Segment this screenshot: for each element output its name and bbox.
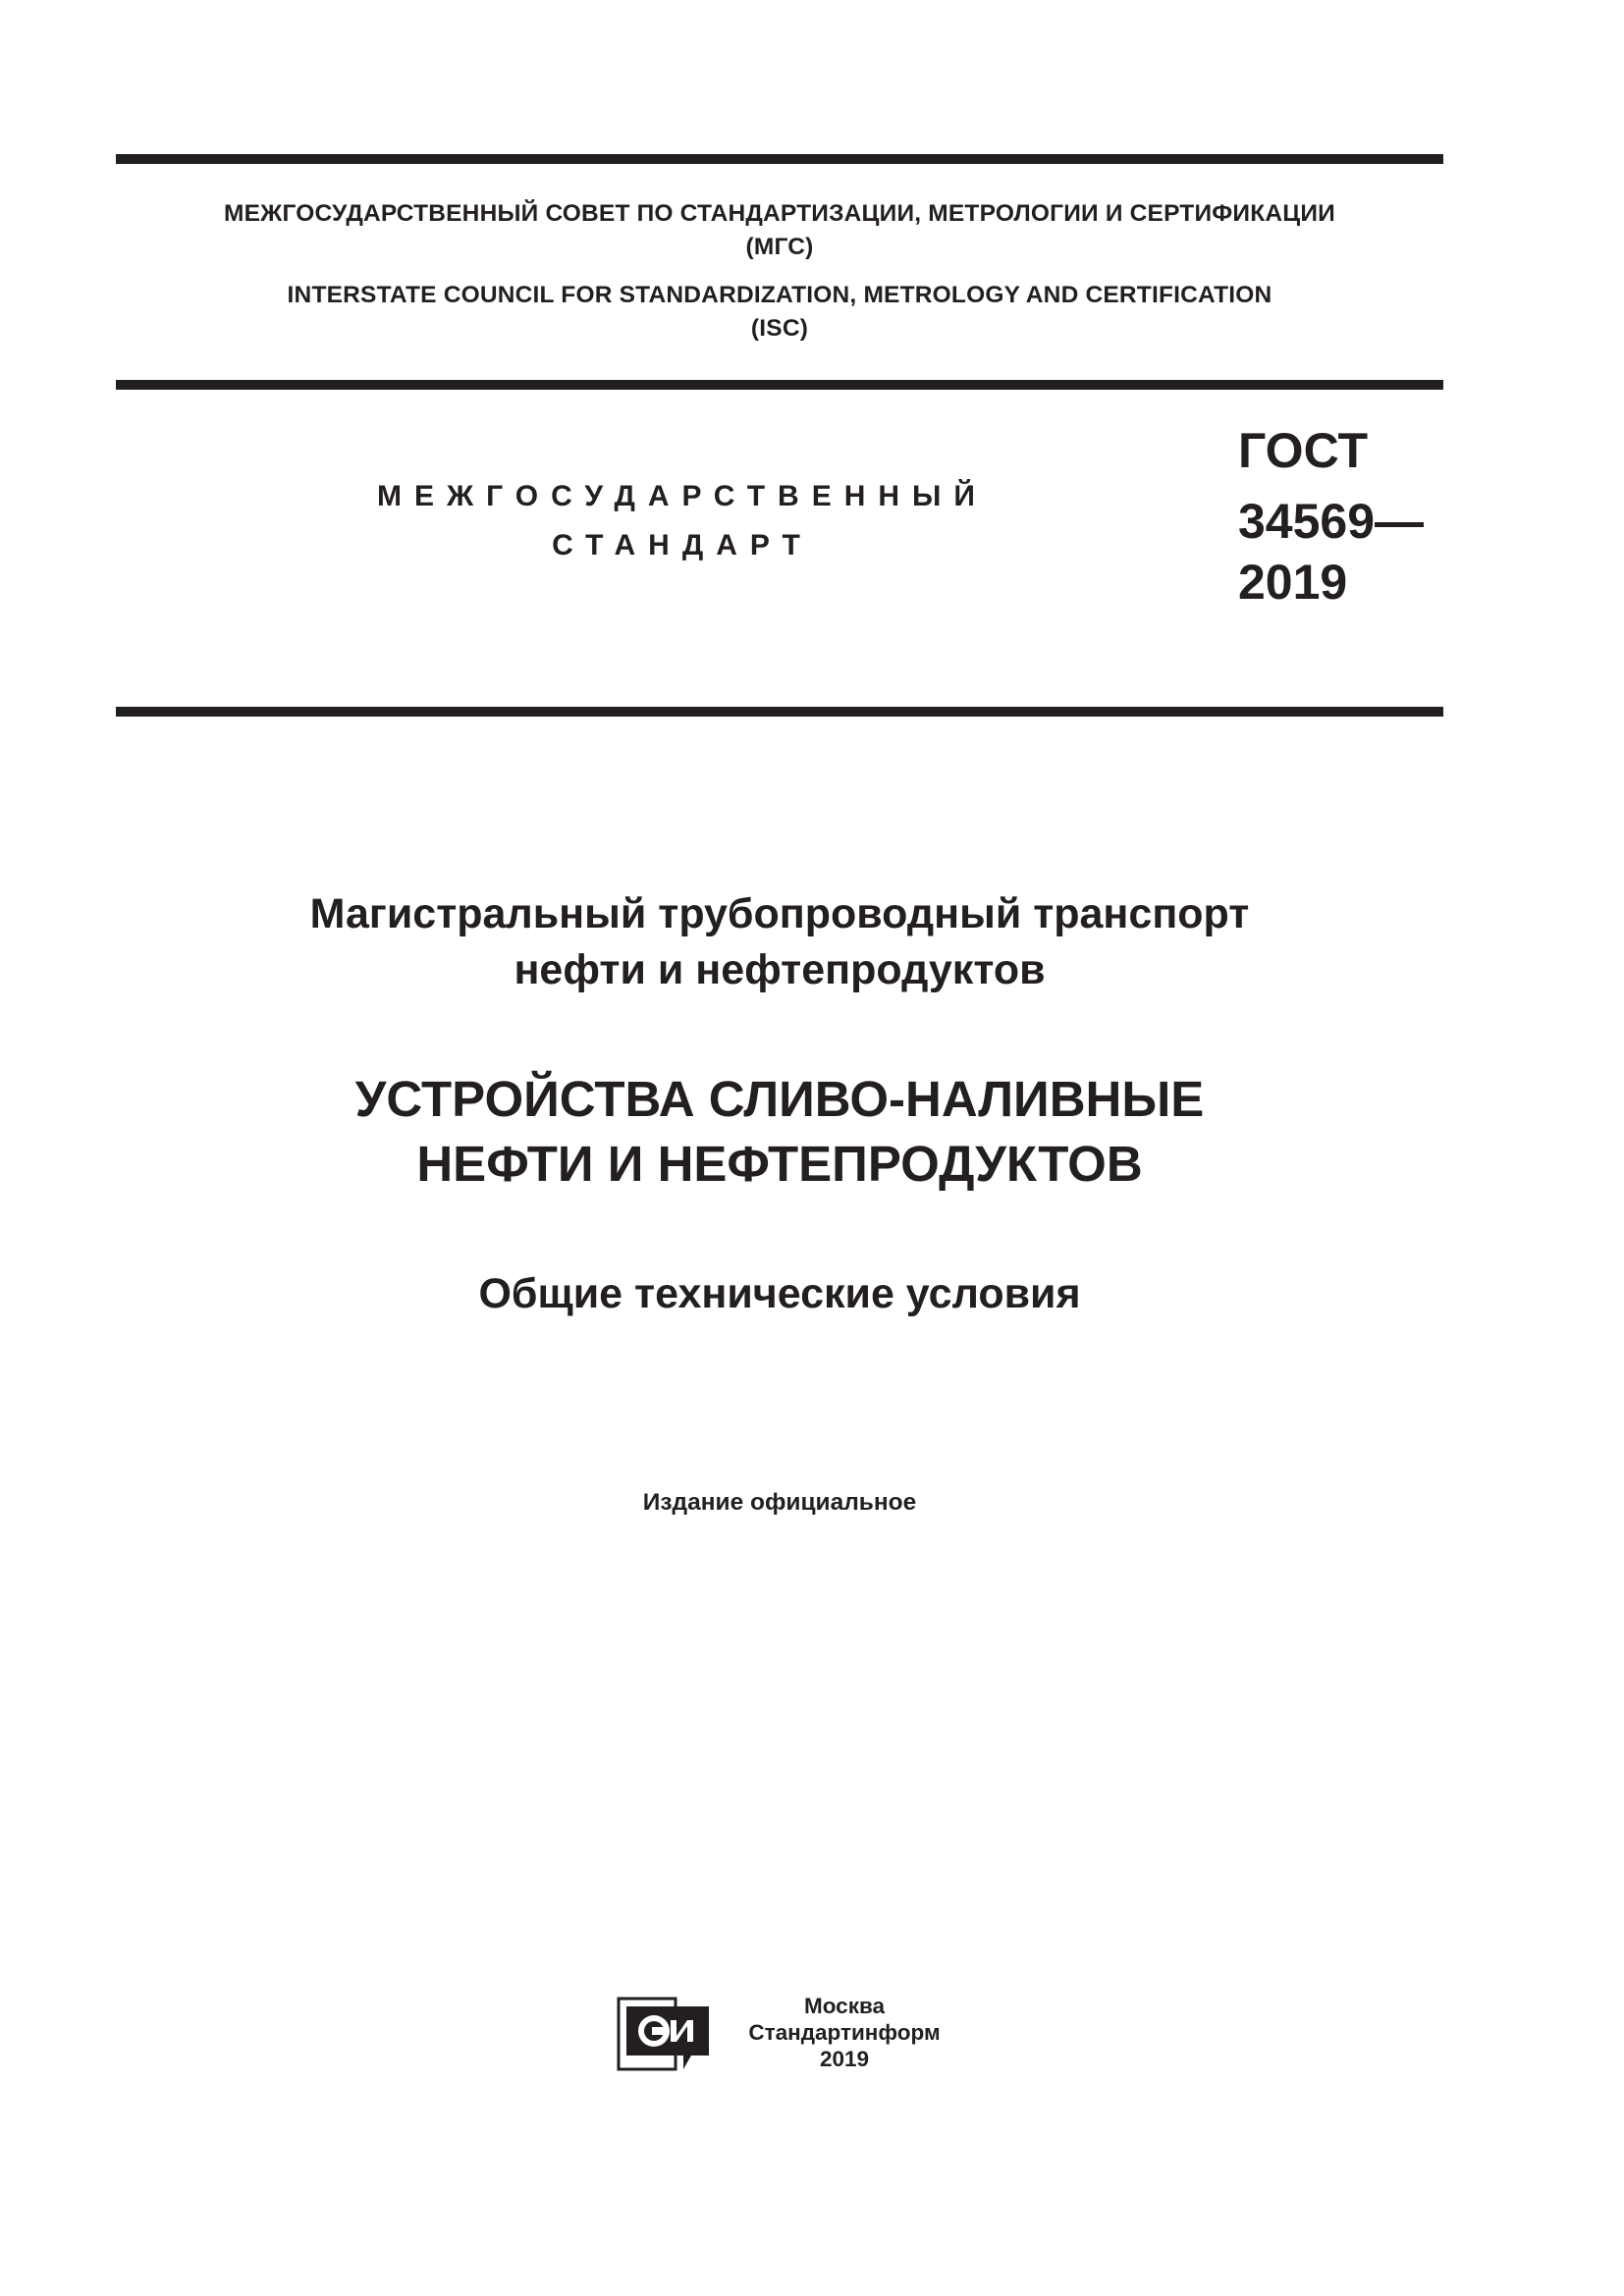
- standard-type-line2: СТАНДАРТ: [552, 529, 813, 561]
- top-rule: [116, 154, 1443, 164]
- standartinform-logo-icon: [617, 1995, 711, 2072]
- gost-number: 34569—: [1238, 494, 1425, 549]
- publisher-block: [731, 1993, 957, 2072]
- document-conditions: Общие технические условия: [478, 1270, 1081, 1317]
- council-en-abbr: (ISC): [750, 315, 809, 342]
- publisher-name: Стандартинформ: [748, 2020, 941, 2045]
- council-ru: [116, 197, 1443, 264]
- publisher-year: 2019: [819, 2047, 870, 2071]
- header-divider: [116, 380, 1443, 390]
- council-en: [116, 279, 1443, 346]
- document-title: [116, 1067, 1443, 1197]
- council-ru-name: МЕЖГОСУДАРСТВЕННЫЙ СОВЕТ ПО СТАНДАРТИЗАЦИИ, МЕТРОЛОГИИ И СЕРТИФИКАЦИИ: [224, 200, 1335, 227]
- subtitle-line2: нефти и нефтепродуктов: [514, 946, 1046, 993]
- council-en-name: INTERSTATE COUNCIL FOR STANDARDIZATION, METROLOGY AND CERTIFICATION: [287, 282, 1272, 308]
- standard-type-line1: МЕЖГОСУДАРСТВЕННЫЙ: [377, 480, 988, 512]
- document-subtitle: [116, 886, 1443, 998]
- designation-divider: [116, 707, 1443, 717]
- edition-label: Издание официальное: [642, 1489, 917, 1516]
- title-line2: НЕФТИ И НЕФТЕПРОДУКТОВ: [416, 1136, 1143, 1192]
- gost-year: 2019: [1238, 555, 1348, 610]
- gost-prefix: ГОСТ: [1238, 423, 1368, 478]
- council-ru-abbr: (МГС): [745, 234, 814, 260]
- subtitle-line1: Магистральный трубопроводный транспорт: [309, 890, 1250, 937]
- publisher-city: Москва: [803, 1994, 885, 2018]
- title-line1: УСТРОЙСТВА СЛИВО-НАЛИВНЫЕ: [354, 1071, 1205, 1127]
